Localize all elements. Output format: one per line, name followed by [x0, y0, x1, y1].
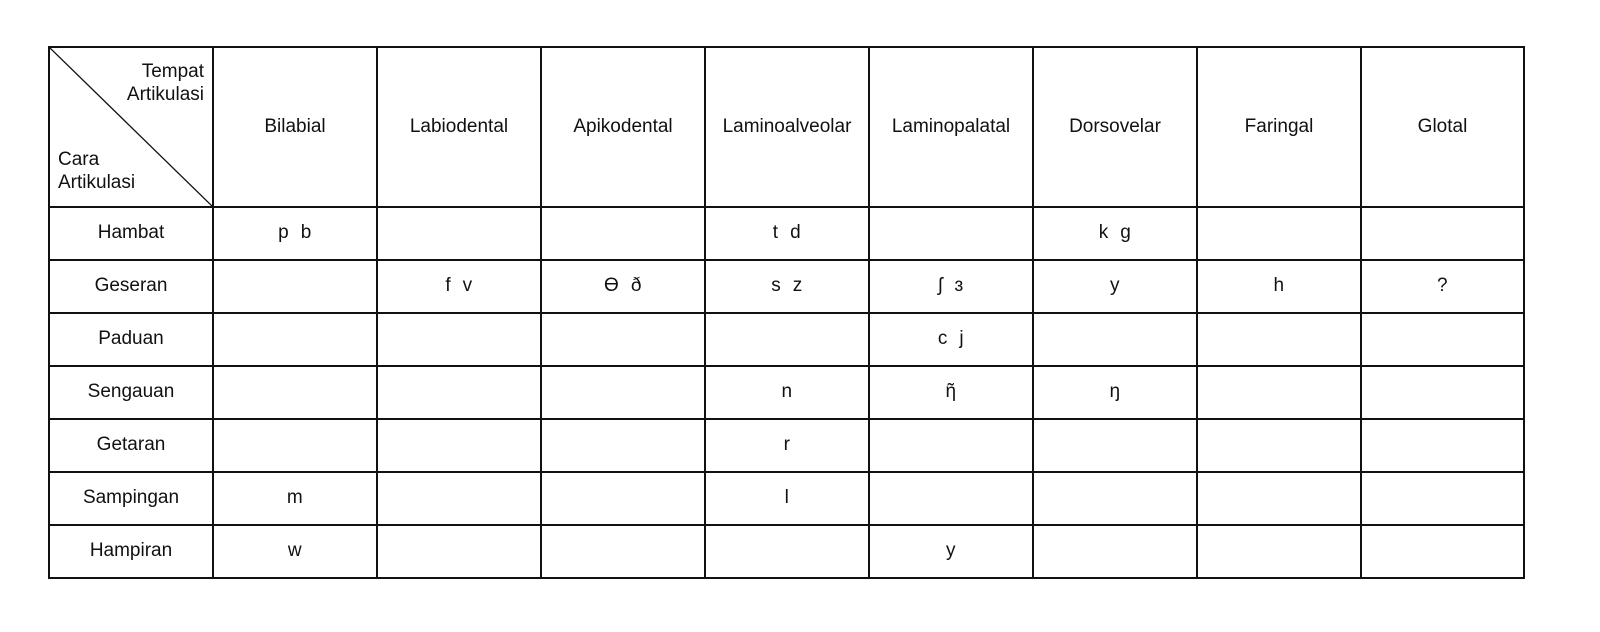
column-header-apikodental: Apikodental: [541, 47, 705, 207]
table-cell: [1197, 419, 1361, 472]
column-header-faringal: Faringal: [1197, 47, 1361, 207]
table-cell: [377, 419, 541, 472]
table-cell: f v: [377, 260, 541, 313]
table-cell: [541, 313, 705, 366]
table-cell: p b: [213, 207, 377, 260]
table-cell: [1033, 313, 1197, 366]
table-cell: [1197, 525, 1361, 578]
table-cell: ?: [1361, 260, 1524, 313]
table-cell: [541, 472, 705, 525]
table-cell: [213, 366, 377, 419]
table-cell: [869, 419, 1033, 472]
table-cell: [377, 313, 541, 366]
table-cell: t d: [705, 207, 869, 260]
table-row-sampingan: [49, 472, 1524, 525]
table-cell: l: [705, 472, 869, 525]
table-cell: h: [1197, 260, 1361, 313]
consonant-table: [48, 46, 1525, 579]
table-row-paduan: [49, 313, 1524, 366]
table-cell: [1197, 472, 1361, 525]
column-header-laminopalatal: Laminopalatal: [869, 47, 1033, 207]
table-cell: [1033, 472, 1197, 525]
row-header: Paduan: [49, 313, 213, 366]
table-cell: [1361, 419, 1524, 472]
table-row-sengauan: [49, 366, 1524, 419]
table-cell: n: [705, 366, 869, 419]
table-cell: [869, 207, 1033, 260]
table-cell: [541, 207, 705, 260]
table-cell: [541, 366, 705, 419]
manner-of-articulation-label: Cara Artikulasi: [58, 149, 136, 193]
table-cell: [377, 472, 541, 525]
table-cell: [1361, 525, 1524, 578]
column-header-labiodental: Labiodental: [377, 47, 541, 207]
table-cell: y: [1033, 260, 1197, 313]
table-row-hampiran: [49, 525, 1524, 578]
corner-header-cell: [49, 47, 213, 207]
table-cell: [541, 525, 705, 578]
table-cell: [1033, 525, 1197, 578]
table-cell: [1197, 313, 1361, 366]
table-cell: [869, 472, 1033, 525]
table-cell: [1361, 313, 1524, 366]
table-cell: [213, 419, 377, 472]
table-cell: [1197, 207, 1361, 260]
table-cell: [705, 313, 869, 366]
table-cell: [377, 366, 541, 419]
row-header: Hampiran: [49, 525, 213, 578]
table-cell: [1033, 419, 1197, 472]
table-cell: [213, 260, 377, 313]
row-header: Sampingan: [49, 472, 213, 525]
table-cell: [1361, 366, 1524, 419]
table-cell: s z: [705, 260, 869, 313]
table-cell: [1361, 472, 1524, 525]
table-cell: ʃ ɜ: [869, 260, 1033, 313]
table-cell: r: [705, 419, 869, 472]
table-cell: [1361, 207, 1524, 260]
table-cell: ŋ: [1033, 366, 1197, 419]
table-cell: ῆ: [869, 366, 1033, 419]
table-row-geseran: [49, 260, 1524, 313]
column-header-glotal: Glotal: [1361, 47, 1524, 207]
table-row-getaran: [49, 419, 1524, 472]
table-row-hambat: [49, 207, 1524, 260]
column-header-laminoalveolar: Laminoalveolar: [705, 47, 869, 207]
column-header-dorsovelar: Dorsovelar: [1033, 47, 1197, 207]
place-of-articulation-label: Tempat Artikulasi: [126, 61, 204, 105]
header-row: [49, 47, 1524, 207]
table-cell: [213, 313, 377, 366]
table-cell: [1197, 366, 1361, 419]
table-cell: w: [213, 525, 377, 578]
table-cell: Ɵ ð: [541, 260, 705, 313]
row-header: Geseran: [49, 260, 213, 313]
row-header: Hambat: [49, 207, 213, 260]
table-cell: y: [869, 525, 1033, 578]
table-cell: m: [213, 472, 377, 525]
table-cell: [541, 419, 705, 472]
table-cell: [377, 525, 541, 578]
row-header: Sengauan: [49, 366, 213, 419]
table-cell: [377, 207, 541, 260]
table-cell: c j: [869, 313, 1033, 366]
column-header-bilabial: Bilabial: [213, 47, 377, 207]
table-cell: k g: [1033, 207, 1197, 260]
row-header: Getaran: [49, 419, 213, 472]
table-cell: [705, 525, 869, 578]
